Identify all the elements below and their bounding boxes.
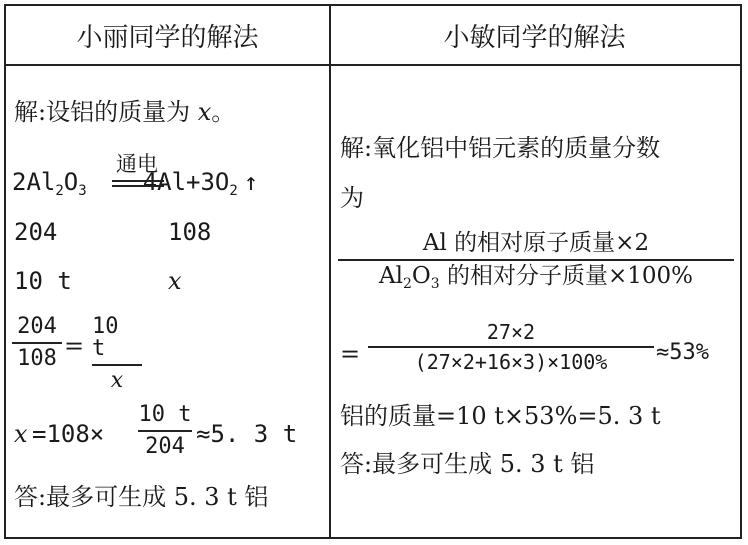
ratio-den2: x	[110, 368, 124, 393]
right-line2: 为	[340, 184, 364, 212]
header-left: 小丽同学的解法	[76, 22, 259, 53]
left-setup-line	[14, 100, 235, 124]
calc-num: 10 t	[138, 402, 192, 427]
header-divider	[6, 64, 740, 66]
eq-bar-bottom	[112, 185, 164, 187]
left-val2: x	[168, 267, 182, 295]
frac1-num: Al 的相对原子质量×2	[422, 230, 650, 256]
right-line1: 解:氧化铝中铝元素的质量分数	[340, 134, 661, 162]
solution-table	[4, 4, 742, 539]
ratio-equals: =	[64, 332, 85, 360]
ratio-den1: 108	[17, 346, 57, 371]
calc-fraction	[138, 404, 192, 458]
left-setup-prefix: 解:设铝的质量为	[14, 98, 191, 126]
frac2-equals: =	[340, 340, 361, 368]
left-val1: 10 t	[14, 267, 72, 295]
fraction-bar	[138, 430, 192, 432]
ratio-num1: 204	[17, 314, 57, 339]
fraction-bar	[92, 364, 142, 366]
frac1-den-pre: Al	[378, 263, 403, 289]
eq-rhs-sub: 2	[229, 183, 238, 199]
frac2-den: (27×2+16×3)×100%	[414, 350, 608, 374]
left-mass1: 204	[14, 218, 58, 246]
ratio-fraction-2	[92, 316, 142, 392]
right-mass-line: 铝的质量=10 t×53%=5. 3 t	[340, 402, 661, 430]
numeric-fraction	[368, 322, 654, 372]
fraction-bar	[12, 342, 62, 344]
left-setup-variable: x	[197, 98, 212, 126]
frac1-den-mid: O	[411, 263, 431, 289]
eq-lhs-mid: O	[63, 168, 79, 196]
eq-lhs-pre: 2Al	[12, 168, 56, 196]
column-divider	[329, 6, 331, 537]
left-answer: 答:最多可生成 5. 3 t 铝	[14, 483, 269, 511]
fraction-bar	[368, 346, 654, 348]
calc-den: 204	[145, 434, 185, 459]
frac2-post: ≈53%	[656, 340, 709, 365]
ratio-num2: 10 t	[92, 314, 119, 361]
eq-condition: 通电	[116, 152, 158, 176]
mass-fraction-formula	[338, 232, 734, 291]
eq-bar-top	[112, 180, 164, 182]
eq-lhs-sub1: 2	[55, 183, 64, 199]
calc-var	[14, 422, 28, 446]
frac1-den-sub2: 3	[430, 276, 440, 292]
eq-rhs-pre: 4Al+3O	[142, 168, 230, 196]
calc-pre: =108×	[32, 420, 105, 448]
calc-var-letter: x	[14, 420, 28, 448]
frac1-den	[379, 265, 693, 291]
calc-post: ≈5. 3 t	[196, 420, 298, 448]
header-right: 小敏同学的解法	[443, 22, 626, 53]
left-mass2: 108	[168, 218, 212, 246]
frac1-den-post: 的相对分子质量×100%	[439, 263, 693, 289]
ratio-fraction-1	[12, 316, 62, 370]
up-arrow-icon: ↑	[243, 168, 259, 196]
frac1-den-sub1: 2	[402, 276, 412, 292]
frac2-num: 27×2	[486, 320, 536, 344]
left-setup-suffix: 。	[211, 98, 236, 126]
fraction-bar	[338, 259, 734, 261]
eq-lhs-sub2: 3	[78, 183, 87, 199]
right-answer: 答:最多可生成 5. 3 t 铝	[340, 450, 595, 478]
